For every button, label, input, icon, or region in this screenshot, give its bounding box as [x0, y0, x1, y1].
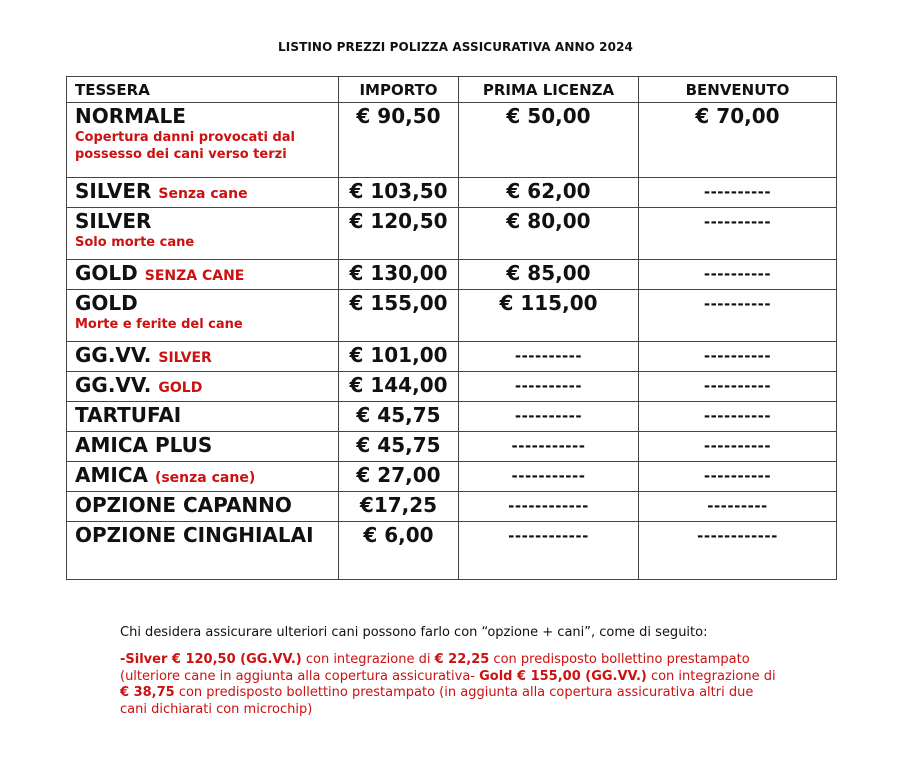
tessera-label: AMICA PLUS — [75, 433, 213, 457]
tessera-subtitle: (senza cane) — [154, 470, 256, 486]
footer-intro: Chi desidera assicurare ulteriori cani possono farlo con “opzione + cani”, come di seguito: — [120, 625, 708, 640]
price-value: € 62,00 — [506, 179, 591, 203]
document-title: LISTINO PREZZI POLIZZA ASSICURATIVA ANNO 2024 — [278, 40, 633, 54]
cell-tessera — [67, 103, 339, 178]
empty-dash: ------------ — [508, 497, 589, 515]
cell-prima-licenza — [459, 372, 639, 402]
tessera-name — [67, 178, 338, 207]
empty-dash: ------------ — [697, 527, 778, 545]
empty-dash: ---------- — [703, 213, 772, 231]
cell-importo — [339, 372, 459, 402]
tessera-name — [67, 103, 338, 129]
cell-importo — [339, 492, 459, 522]
cell-prima-licenza — [459, 290, 639, 342]
tessera-name — [67, 208, 338, 234]
tessera-label: NORMALE — [75, 104, 186, 128]
cell-benvenuto — [639, 342, 837, 372]
price-table — [66, 76, 837, 580]
empty-dash: ---------- — [703, 265, 772, 283]
footer-silver-integration: € 22,25 — [434, 652, 490, 667]
cell-tessera — [67, 492, 339, 522]
tessera-name — [67, 342, 338, 371]
table-row — [67, 492, 837, 522]
cell-benvenuto — [639, 178, 837, 208]
empty-dash: ---------- — [514, 407, 583, 425]
cell-importo — [339, 103, 459, 178]
tessera-name — [67, 432, 338, 458]
cell-benvenuto — [639, 208, 837, 260]
cell-tessera — [67, 522, 339, 580]
tessera-name — [67, 290, 338, 316]
price-value: € 103,50 — [349, 179, 448, 203]
tessera-label: OPZIONE CINGHIALAI — [75, 523, 314, 547]
price-value: € 130,00 — [349, 261, 448, 285]
tessera-label: AMICA — [75, 463, 148, 487]
cell-prima-licenza — [459, 522, 639, 580]
price-value: € 50,00 — [506, 104, 591, 128]
empty-dash: ---------- — [703, 407, 772, 425]
tessera-subtitle: SENZA CANE — [144, 268, 245, 284]
tessera-name — [67, 522, 338, 548]
price-value: € 45,75 — [356, 433, 441, 457]
cell-benvenuto — [639, 462, 837, 492]
footer-text: con integrazione di — [646, 668, 776, 684]
cell-benvenuto — [639, 372, 837, 402]
cell-tessera — [67, 260, 339, 290]
footer-text: con predisposto bollettino prestampato (in aggiunta alla copertura assicurativa altri due cani dichiarati con microchip) — [120, 685, 754, 717]
footer-text: con predisposto bollettino prestampato (ulteriore cane in aggiunta alla copertura assicurativa- — [120, 652, 750, 684]
tessera-label: GG.VV. — [75, 343, 152, 367]
footer-text: con integrazione di — [301, 652, 435, 667]
empty-dash: ---------- — [514, 347, 583, 365]
table-row — [67, 522, 837, 580]
empty-dash: ---------- — [703, 467, 772, 485]
table-row — [67, 178, 837, 208]
cell-importo — [339, 178, 459, 208]
tessera-note: Solo morte cane — [75, 235, 195, 250]
header-benvenuto: BENVENUTO — [639, 77, 837, 103]
footer-gold-price: Gold € 155,00 (GG.VV.) — [479, 668, 647, 684]
footer-gold-integration: € 38,75 — [120, 685, 175, 700]
empty-dash: --------- — [707, 497, 768, 515]
cell-tessera — [67, 342, 339, 372]
price-value: € 101,00 — [349, 343, 448, 367]
cell-importo — [339, 290, 459, 342]
empty-dash: ---------- — [703, 347, 772, 365]
cell-tessera — [67, 462, 339, 492]
cell-prima-licenza — [459, 178, 639, 208]
tessera-label: SILVER — [75, 209, 152, 233]
table-row — [67, 208, 837, 260]
cell-benvenuto — [639, 260, 837, 290]
empty-dash: ---------- — [703, 295, 772, 313]
price-value: € 6,00 — [363, 523, 434, 547]
header-importo: IMPORTO — [339, 77, 459, 103]
tessera-name — [67, 372, 338, 401]
price-value: € 144,00 — [349, 373, 448, 397]
cell-prima-licenza — [459, 208, 639, 260]
cell-importo — [339, 462, 459, 492]
price-value: € 120,50 — [349, 209, 448, 233]
cell-benvenuto — [639, 103, 837, 178]
table-row — [67, 290, 837, 342]
tessera-label: OPZIONE CAPANNO — [75, 493, 292, 517]
table-row — [67, 342, 837, 372]
table-row — [67, 462, 837, 492]
empty-dash: ---------- — [703, 377, 772, 395]
cell-benvenuto — [639, 290, 837, 342]
header-tessera: TESSERA — [67, 77, 339, 103]
cell-importo — [339, 432, 459, 462]
tessera-note: Copertura danni provocati dal possesso dei cani verso terzi — [75, 130, 296, 162]
empty-dash: ---------- — [703, 183, 772, 201]
table-row — [67, 103, 837, 178]
cell-benvenuto — [639, 402, 837, 432]
cell-importo — [339, 402, 459, 432]
cell-benvenuto — [639, 432, 837, 462]
table-row — [67, 402, 837, 432]
price-value: € 80,00 — [506, 209, 591, 233]
cell-prima-licenza — [459, 402, 639, 432]
cell-importo — [339, 260, 459, 290]
tessera-label: SILVER — [75, 179, 152, 203]
tessera-name — [67, 492, 338, 518]
cell-importo — [339, 522, 459, 580]
cell-prima-licenza — [459, 342, 639, 372]
cell-benvenuto — [639, 492, 837, 522]
price-value: € 155,00 — [349, 291, 448, 315]
table-row — [67, 432, 837, 462]
price-value: € 85,00 — [506, 261, 591, 285]
cell-importo — [339, 208, 459, 260]
empty-dash: ---------- — [514, 377, 583, 395]
cell-prima-licenza — [459, 432, 639, 462]
table-row — [67, 372, 837, 402]
cell-tessera — [67, 432, 339, 462]
cell-importo — [339, 342, 459, 372]
tessera-name — [67, 462, 338, 491]
empty-dash: ------------ — [508, 527, 589, 545]
price-value: € 70,00 — [695, 104, 780, 128]
tessera-name — [67, 260, 338, 289]
empty-dash: ----------- — [511, 467, 586, 485]
table-row — [67, 260, 837, 290]
table-body — [67, 103, 837, 580]
tessera-label: GOLD — [75, 261, 138, 285]
footer-details — [120, 652, 780, 718]
cell-tessera — [67, 290, 339, 342]
cell-prima-licenza — [459, 260, 639, 290]
tessera-label: TARTUFAI — [75, 403, 182, 427]
empty-dash: ----------- — [511, 437, 586, 455]
tessera-subtitle: GOLD — [158, 380, 203, 396]
tessera-label: GG.VV. — [75, 373, 152, 397]
empty-dash: ---------- — [703, 437, 772, 455]
price-value: € 27,00 — [356, 463, 441, 487]
tessera-subtitle: SILVER — [158, 350, 212, 366]
price-value: €17,25 — [359, 493, 438, 517]
price-value: € 90,50 — [356, 104, 441, 128]
cell-tessera — [67, 208, 339, 260]
cell-tessera — [67, 178, 339, 208]
tessera-subtitle: Senza cane — [158, 186, 248, 202]
table-header-row — [67, 77, 837, 103]
price-value: € 45,75 — [356, 403, 441, 427]
price-value: € 115,00 — [499, 291, 598, 315]
cell-tessera — [67, 372, 339, 402]
tessera-label: GOLD — [75, 291, 138, 315]
cell-prima-licenza — [459, 492, 639, 522]
tessera-name — [67, 402, 338, 428]
cell-prima-licenza — [459, 462, 639, 492]
footer-silver-price: -Silver € 120,50 (GG.VV.) — [120, 652, 302, 667]
header-prima-licenza: PRIMA LICENZA — [459, 77, 639, 103]
cell-prima-licenza — [459, 103, 639, 178]
tessera-note: Morte e ferite del cane — [75, 317, 243, 332]
cell-benvenuto — [639, 522, 837, 580]
cell-tessera — [67, 402, 339, 432]
